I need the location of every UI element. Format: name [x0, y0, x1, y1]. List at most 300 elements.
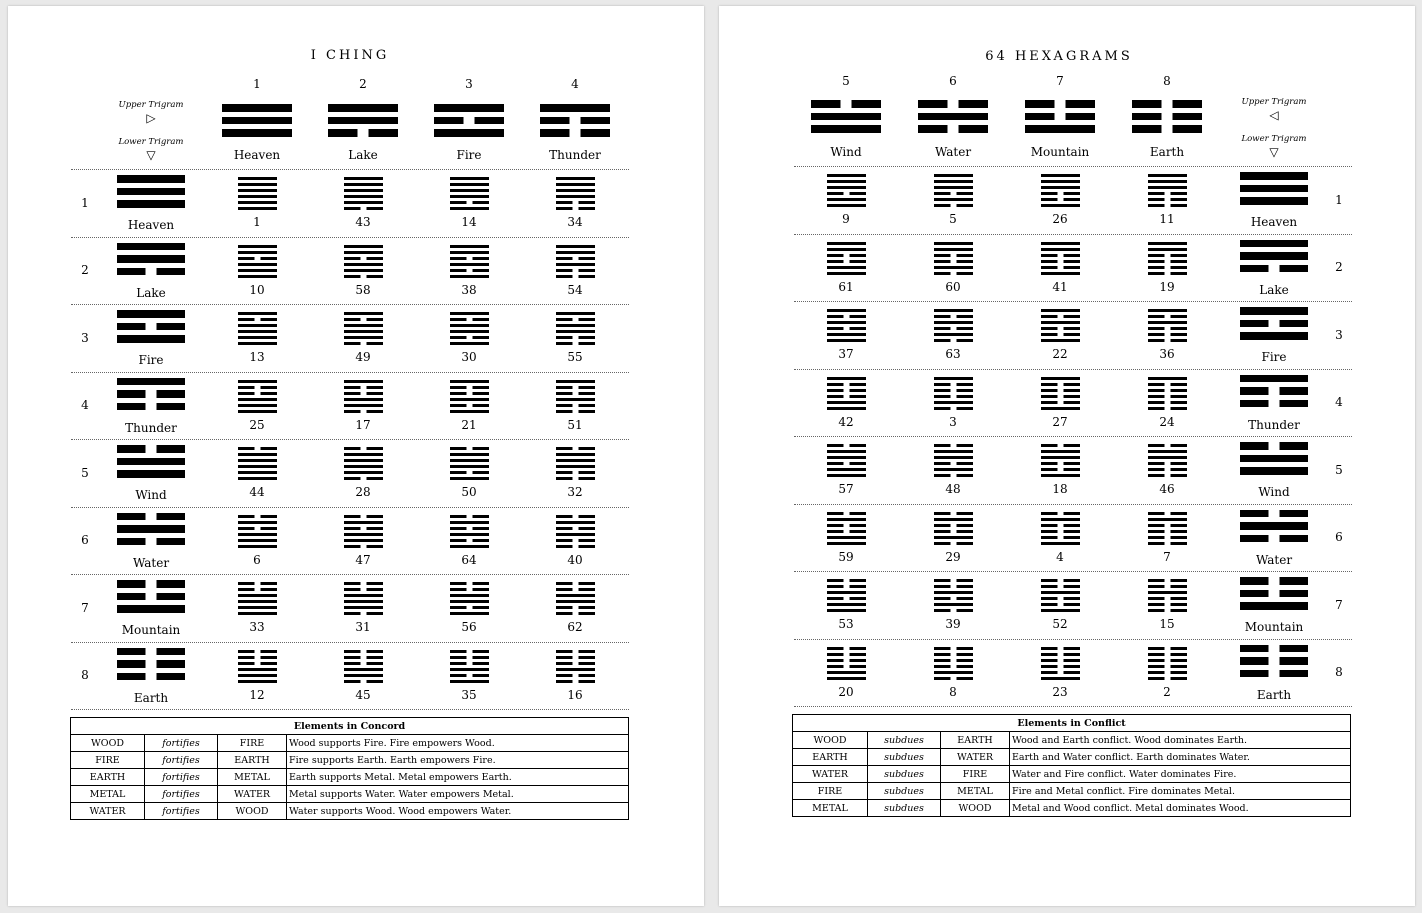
yang-line — [934, 377, 973, 380]
hexagram-icon — [238, 582, 277, 615]
hexagram-icon — [934, 647, 973, 680]
hexagram-number: 24 — [1159, 414, 1175, 429]
yang-line — [238, 680, 277, 683]
yang-line — [827, 204, 866, 207]
yin-line — [1240, 387, 1308, 395]
hexagram-number: 7 — [1163, 549, 1171, 564]
yin-line — [1240, 535, 1308, 543]
yin-line — [1148, 474, 1187, 477]
yang-line — [238, 600, 277, 603]
description-cell: Wood and Earth conflict. Wood dominates Earth. — [1010, 732, 1351, 749]
hexagram-icon — [344, 380, 383, 413]
yang-line — [344, 195, 383, 198]
lower-trigram-label: Heaven — [1250, 215, 1298, 229]
column-number: 7 — [1056, 74, 1064, 88]
yin-line — [117, 390, 185, 398]
yin-line — [556, 606, 595, 609]
row-separator — [71, 304, 629, 305]
yang-line — [934, 198, 973, 201]
relation-cell: subdues — [868, 766, 941, 783]
row-number: 8 — [81, 668, 89, 683]
hexagram-icon — [1148, 647, 1187, 680]
yang-line — [344, 533, 383, 536]
yang-line — [1041, 186, 1080, 189]
yang-line — [238, 612, 277, 615]
yang-line — [934, 401, 973, 404]
hexagram-number: 49 — [355, 350, 371, 364]
yin-line — [328, 129, 398, 137]
hexagram-icon — [344, 177, 383, 210]
yin-line — [1148, 647, 1187, 650]
yin-line — [934, 659, 973, 662]
yang-line — [238, 459, 277, 462]
yang-line — [344, 177, 383, 180]
yang-line — [811, 125, 881, 133]
yin-line — [450, 386, 489, 389]
relation-cell: fortifies — [145, 803, 218, 820]
hexagram-number: 46 — [1159, 482, 1175, 496]
yang-line — [934, 536, 973, 539]
yin-line — [1148, 383, 1187, 386]
yang-line — [934, 266, 973, 269]
lower-trigram-wind-icon — [1240, 442, 1308, 475]
upper-trigram-heaven-icon — [222, 104, 292, 137]
yang-line — [344, 600, 383, 603]
hexagram-icon — [556, 515, 595, 548]
yang-line — [238, 245, 277, 248]
column-number: 1 — [253, 77, 261, 91]
yang-line — [934, 242, 973, 245]
hexagram-number: 25 — [249, 417, 265, 432]
element-to-cell: FIRE — [941, 766, 1010, 783]
element-to-cell: WOOD — [218, 803, 287, 820]
yang-line — [556, 521, 595, 524]
yang-line — [918, 113, 988, 121]
hexagram-number: 38 — [461, 282, 477, 297]
element-from-cell: METAL — [71, 786, 145, 803]
yang-line — [450, 245, 489, 248]
hexagram-number: 40 — [567, 552, 583, 567]
yin-line — [450, 269, 489, 272]
yang-line — [556, 594, 595, 597]
row-separator — [794, 301, 1352, 302]
yang-line — [450, 594, 489, 597]
hexagram-number: 6 — [253, 552, 261, 567]
yin-line — [934, 383, 973, 386]
yang-line — [450, 410, 489, 413]
yang-line — [827, 321, 866, 324]
yang-line — [117, 175, 185, 183]
hexagram-number: 14 — [461, 215, 477, 229]
yang-line — [117, 255, 185, 263]
description-cell: Fire supports Earth. Earth empowers Fire. — [287, 752, 629, 769]
yin-line — [1041, 585, 1080, 588]
yang-line — [934, 450, 973, 453]
column-number: 6 — [949, 74, 957, 88]
yang-line — [1041, 407, 1080, 410]
hexagram-icon — [556, 650, 595, 683]
upper-trigram-label: Lake — [348, 148, 378, 162]
yang-line — [238, 674, 277, 677]
yin-line — [1041, 579, 1080, 582]
yang-line — [827, 536, 866, 539]
yang-line — [344, 459, 383, 462]
yin-line — [1148, 407, 1187, 410]
yang-line — [556, 533, 595, 536]
yin-line — [450, 650, 489, 653]
yang-line — [344, 606, 383, 609]
yin-line — [450, 656, 489, 659]
hexagram-number: 27 — [1052, 414, 1068, 429]
yang-line — [1240, 455, 1308, 463]
yang-line — [1041, 272, 1080, 275]
yang-line — [450, 189, 489, 192]
yang-line — [238, 410, 277, 413]
yang-line — [450, 612, 489, 615]
yang-line — [556, 177, 595, 180]
yin-line — [450, 588, 489, 591]
yin-line — [827, 315, 866, 318]
hexagram-number: 64 — [461, 552, 477, 567]
hexagram-icon — [556, 177, 595, 210]
yin-line — [1041, 671, 1080, 674]
yin-line — [556, 612, 595, 615]
yin-line — [934, 272, 973, 275]
yang-line — [344, 312, 383, 315]
yin-line — [1148, 579, 1187, 582]
lower-trigram-heaven-icon — [1240, 172, 1308, 205]
hexagram-number: 22 — [1052, 347, 1068, 361]
yin-line — [556, 662, 595, 665]
yin-line — [450, 447, 489, 450]
yin-line — [556, 257, 595, 260]
yang-line — [238, 269, 277, 272]
yang-line — [556, 459, 595, 462]
yin-line — [827, 395, 866, 398]
yang-line — [556, 600, 595, 603]
yin-line — [1041, 647, 1080, 650]
yang-line — [934, 321, 973, 324]
row-separator — [794, 504, 1352, 505]
yin-line — [934, 579, 973, 582]
yang-line — [238, 324, 277, 327]
yin-line — [1240, 442, 1308, 450]
hexagram-icon — [450, 447, 489, 480]
yang-line — [450, 380, 489, 383]
row-separator — [794, 571, 1352, 572]
yin-line — [556, 527, 595, 530]
hexagram-icon — [556, 245, 595, 278]
yang-line — [344, 324, 383, 327]
yin-line — [1148, 198, 1187, 201]
upper-trigram-mountain-icon — [1025, 100, 1095, 133]
yang-line — [450, 459, 489, 462]
hexagram-icon — [827, 377, 866, 410]
table-row — [71, 786, 629, 803]
yang-line — [450, 263, 489, 266]
hexagram-number: 51 — [567, 417, 583, 432]
yang-line — [450, 207, 489, 210]
yin-line — [556, 447, 595, 450]
yang-line — [827, 407, 866, 410]
hexagram-number: 58 — [355, 282, 371, 297]
hexagram-icon — [1148, 174, 1187, 207]
table-header: Elements in Concord — [71, 718, 629, 735]
hexagram-icon — [344, 245, 383, 278]
hexagram-number: 30 — [461, 350, 477, 364]
yang-line — [827, 518, 866, 521]
yang-line — [1148, 321, 1187, 324]
yin-line — [934, 315, 973, 318]
lower-trigram-label: Lake — [136, 285, 166, 300]
hexagram-number: 44 — [249, 485, 265, 499]
yang-line — [238, 594, 277, 597]
yang-line — [1240, 240, 1308, 248]
yang-line — [344, 674, 383, 677]
yin-line — [827, 260, 866, 263]
lower-trigram-label: Water — [132, 555, 170, 570]
yin-line — [1148, 260, 1187, 263]
yang-line — [450, 330, 489, 333]
yin-line — [1041, 462, 1080, 465]
yin-line — [556, 680, 595, 683]
upper-trigram-lake-icon — [328, 104, 398, 137]
yin-line — [1041, 401, 1080, 404]
row-separator — [71, 372, 629, 373]
element-from-cell: WATER — [793, 766, 868, 783]
yang-line — [1025, 125, 1095, 133]
yang-line — [1041, 474, 1080, 477]
lower-arrow-icon: ▽ — [1269, 145, 1279, 159]
yin-line — [934, 327, 973, 330]
hexagram-icon — [1041, 444, 1080, 477]
yang-line — [827, 266, 866, 269]
hexagram-icon — [1041, 174, 1080, 207]
yin-line — [556, 336, 595, 339]
yin-line — [934, 192, 973, 195]
yang-line — [117, 525, 185, 533]
yin-line — [344, 582, 383, 585]
yang-line — [238, 398, 277, 401]
hexagram-number: 63 — [945, 347, 961, 361]
hexagram-icon — [934, 309, 973, 342]
yang-line — [238, 471, 277, 474]
lower-trigram-legend: Lower Trigram — [1241, 134, 1307, 144]
yang-line — [344, 380, 383, 383]
yang-line — [827, 542, 866, 545]
hexagram-number: 8 — [949, 684, 957, 699]
yin-line — [1148, 659, 1187, 662]
yin-line — [1148, 671, 1187, 674]
hexagram-icon — [450, 515, 489, 548]
hexagram-number: 45 — [355, 687, 371, 702]
yin-line — [1041, 653, 1080, 656]
yin-line — [344, 515, 383, 518]
yin-line — [1041, 659, 1080, 662]
yang-line — [1240, 252, 1308, 260]
element-to-cell: EARTH — [941, 732, 1010, 749]
hexagram-icon — [1148, 242, 1187, 275]
row-separator — [794, 369, 1352, 370]
yang-line — [556, 668, 595, 671]
yang-line — [222, 129, 292, 137]
lower-trigram-label: Thunder — [1248, 417, 1300, 432]
lower-trigram-lake-icon — [117, 243, 185, 276]
yin-line — [556, 471, 595, 474]
yang-line — [1240, 332, 1308, 340]
yin-line — [556, 674, 595, 677]
hexagram-icon — [1041, 309, 1080, 342]
lower-trigram-label: Earth — [133, 690, 169, 705]
row-separator — [71, 169, 629, 170]
hexagram-number: 17 — [355, 417, 371, 432]
yang-line — [811, 113, 881, 121]
hexagram-number: 21 — [461, 417, 477, 432]
yang-line — [556, 195, 595, 198]
yang-line — [450, 545, 489, 548]
yin-line — [934, 512, 973, 515]
yang-line — [827, 450, 866, 453]
yang-line — [934, 591, 973, 594]
element-to-cell: METAL — [941, 783, 1010, 800]
relation-cell: subdues — [868, 783, 941, 800]
yin-line — [556, 269, 595, 272]
yin-line — [556, 404, 595, 407]
yang-line — [556, 330, 595, 333]
yang-line — [450, 324, 489, 327]
upper-trigram-wind-icon — [811, 100, 881, 133]
yin-line — [1041, 444, 1080, 447]
yang-line — [434, 104, 504, 112]
yang-line — [117, 470, 185, 478]
yin-line — [1041, 395, 1080, 398]
relation-cell: subdues — [868, 800, 941, 817]
yin-line — [1148, 339, 1187, 342]
yang-line — [450, 533, 489, 536]
yin-line — [450, 257, 489, 260]
element-to-cell: FIRE — [218, 735, 287, 752]
yin-line — [344, 318, 383, 321]
yin-line — [827, 659, 866, 662]
yang-line — [344, 539, 383, 542]
yang-line — [344, 251, 383, 254]
element-to-cell: METAL — [218, 769, 287, 786]
yin-line — [238, 257, 277, 260]
yang-line — [1041, 377, 1080, 380]
table-row — [71, 803, 629, 820]
yang-line — [934, 248, 973, 251]
yang-line — [1148, 450, 1187, 453]
lower-trigram-label: Mountain — [1244, 620, 1304, 634]
yang-line — [1240, 467, 1308, 475]
hexagram-number: 29 — [945, 549, 961, 564]
hexagram-number: 23 — [1052, 684, 1068, 699]
yang-line — [934, 468, 973, 471]
yang-line — [450, 251, 489, 254]
yin-line — [1041, 536, 1080, 539]
hexagram-icon — [827, 242, 866, 275]
description-cell: Wood supports Fire. Fire empowers Wood. — [287, 735, 629, 752]
yin-line — [344, 680, 383, 683]
element-to-cell: WATER — [218, 786, 287, 803]
description-cell: Metal supports Water. Water empowers Metal. — [287, 786, 629, 803]
yin-line — [117, 513, 185, 521]
lower-trigram-heaven-icon — [117, 175, 185, 208]
yang-line — [222, 104, 292, 112]
yang-line — [238, 183, 277, 186]
yin-line — [827, 327, 866, 330]
yin-line — [556, 342, 595, 345]
yang-line — [450, 465, 489, 468]
yin-line — [934, 647, 973, 650]
yin-line — [1041, 383, 1080, 386]
yang-line — [450, 398, 489, 401]
upper-trigram-fire-icon — [434, 104, 504, 137]
yang-line — [1148, 180, 1187, 183]
yin-line — [918, 100, 988, 108]
yang-line — [238, 465, 277, 468]
element-from-cell: FIRE — [71, 752, 145, 769]
column-number: 4 — [571, 77, 579, 91]
yin-line — [450, 471, 489, 474]
yin-line — [556, 386, 595, 389]
yang-line — [827, 468, 866, 471]
yin-line — [1148, 444, 1187, 447]
yang-line — [344, 465, 383, 468]
lower-trigram-label: Fire — [138, 353, 164, 367]
yin-line — [1041, 333, 1080, 336]
relation-cell: fortifies — [145, 752, 218, 769]
yang-line — [1148, 377, 1187, 380]
yin-line — [1148, 542, 1187, 545]
yin-line — [827, 192, 866, 195]
row-separator — [71, 507, 629, 508]
yin-line — [556, 515, 595, 518]
yang-line — [238, 453, 277, 456]
hexagram-number: 43 — [355, 215, 371, 229]
yang-line — [238, 342, 277, 345]
yang-line — [238, 263, 277, 266]
relation-cell: fortifies — [145, 769, 218, 786]
upper-trigram-label: Fire — [456, 148, 482, 162]
yin-line — [450, 606, 489, 609]
hexagram-number: 57 — [838, 482, 854, 496]
yin-line — [344, 207, 383, 210]
yin-line — [1240, 645, 1308, 653]
table-row — [793, 800, 1351, 817]
relation-cell: subdues — [868, 732, 941, 749]
yin-line — [344, 477, 383, 480]
hexagram-icon — [238, 245, 277, 278]
yang-line — [827, 333, 866, 336]
yang-line — [344, 336, 383, 339]
yang-line — [344, 594, 383, 597]
yin-line — [344, 650, 383, 653]
yin-line — [1148, 512, 1187, 515]
hexagram-icon — [450, 312, 489, 345]
yang-line — [238, 533, 277, 536]
element-from-cell: WOOD — [793, 732, 868, 749]
yang-line — [827, 248, 866, 251]
lower-trigram-water-icon — [1240, 510, 1308, 543]
upper-trigram-water-icon — [918, 100, 988, 133]
yang-line — [344, 471, 383, 474]
yin-line — [1148, 665, 1187, 668]
lower-trigram-label: Lake — [1259, 282, 1289, 297]
row-separator — [71, 574, 629, 575]
upper-trigram-legend: Upper Trigram — [1241, 97, 1307, 107]
hexagram-number: 61 — [838, 279, 854, 294]
